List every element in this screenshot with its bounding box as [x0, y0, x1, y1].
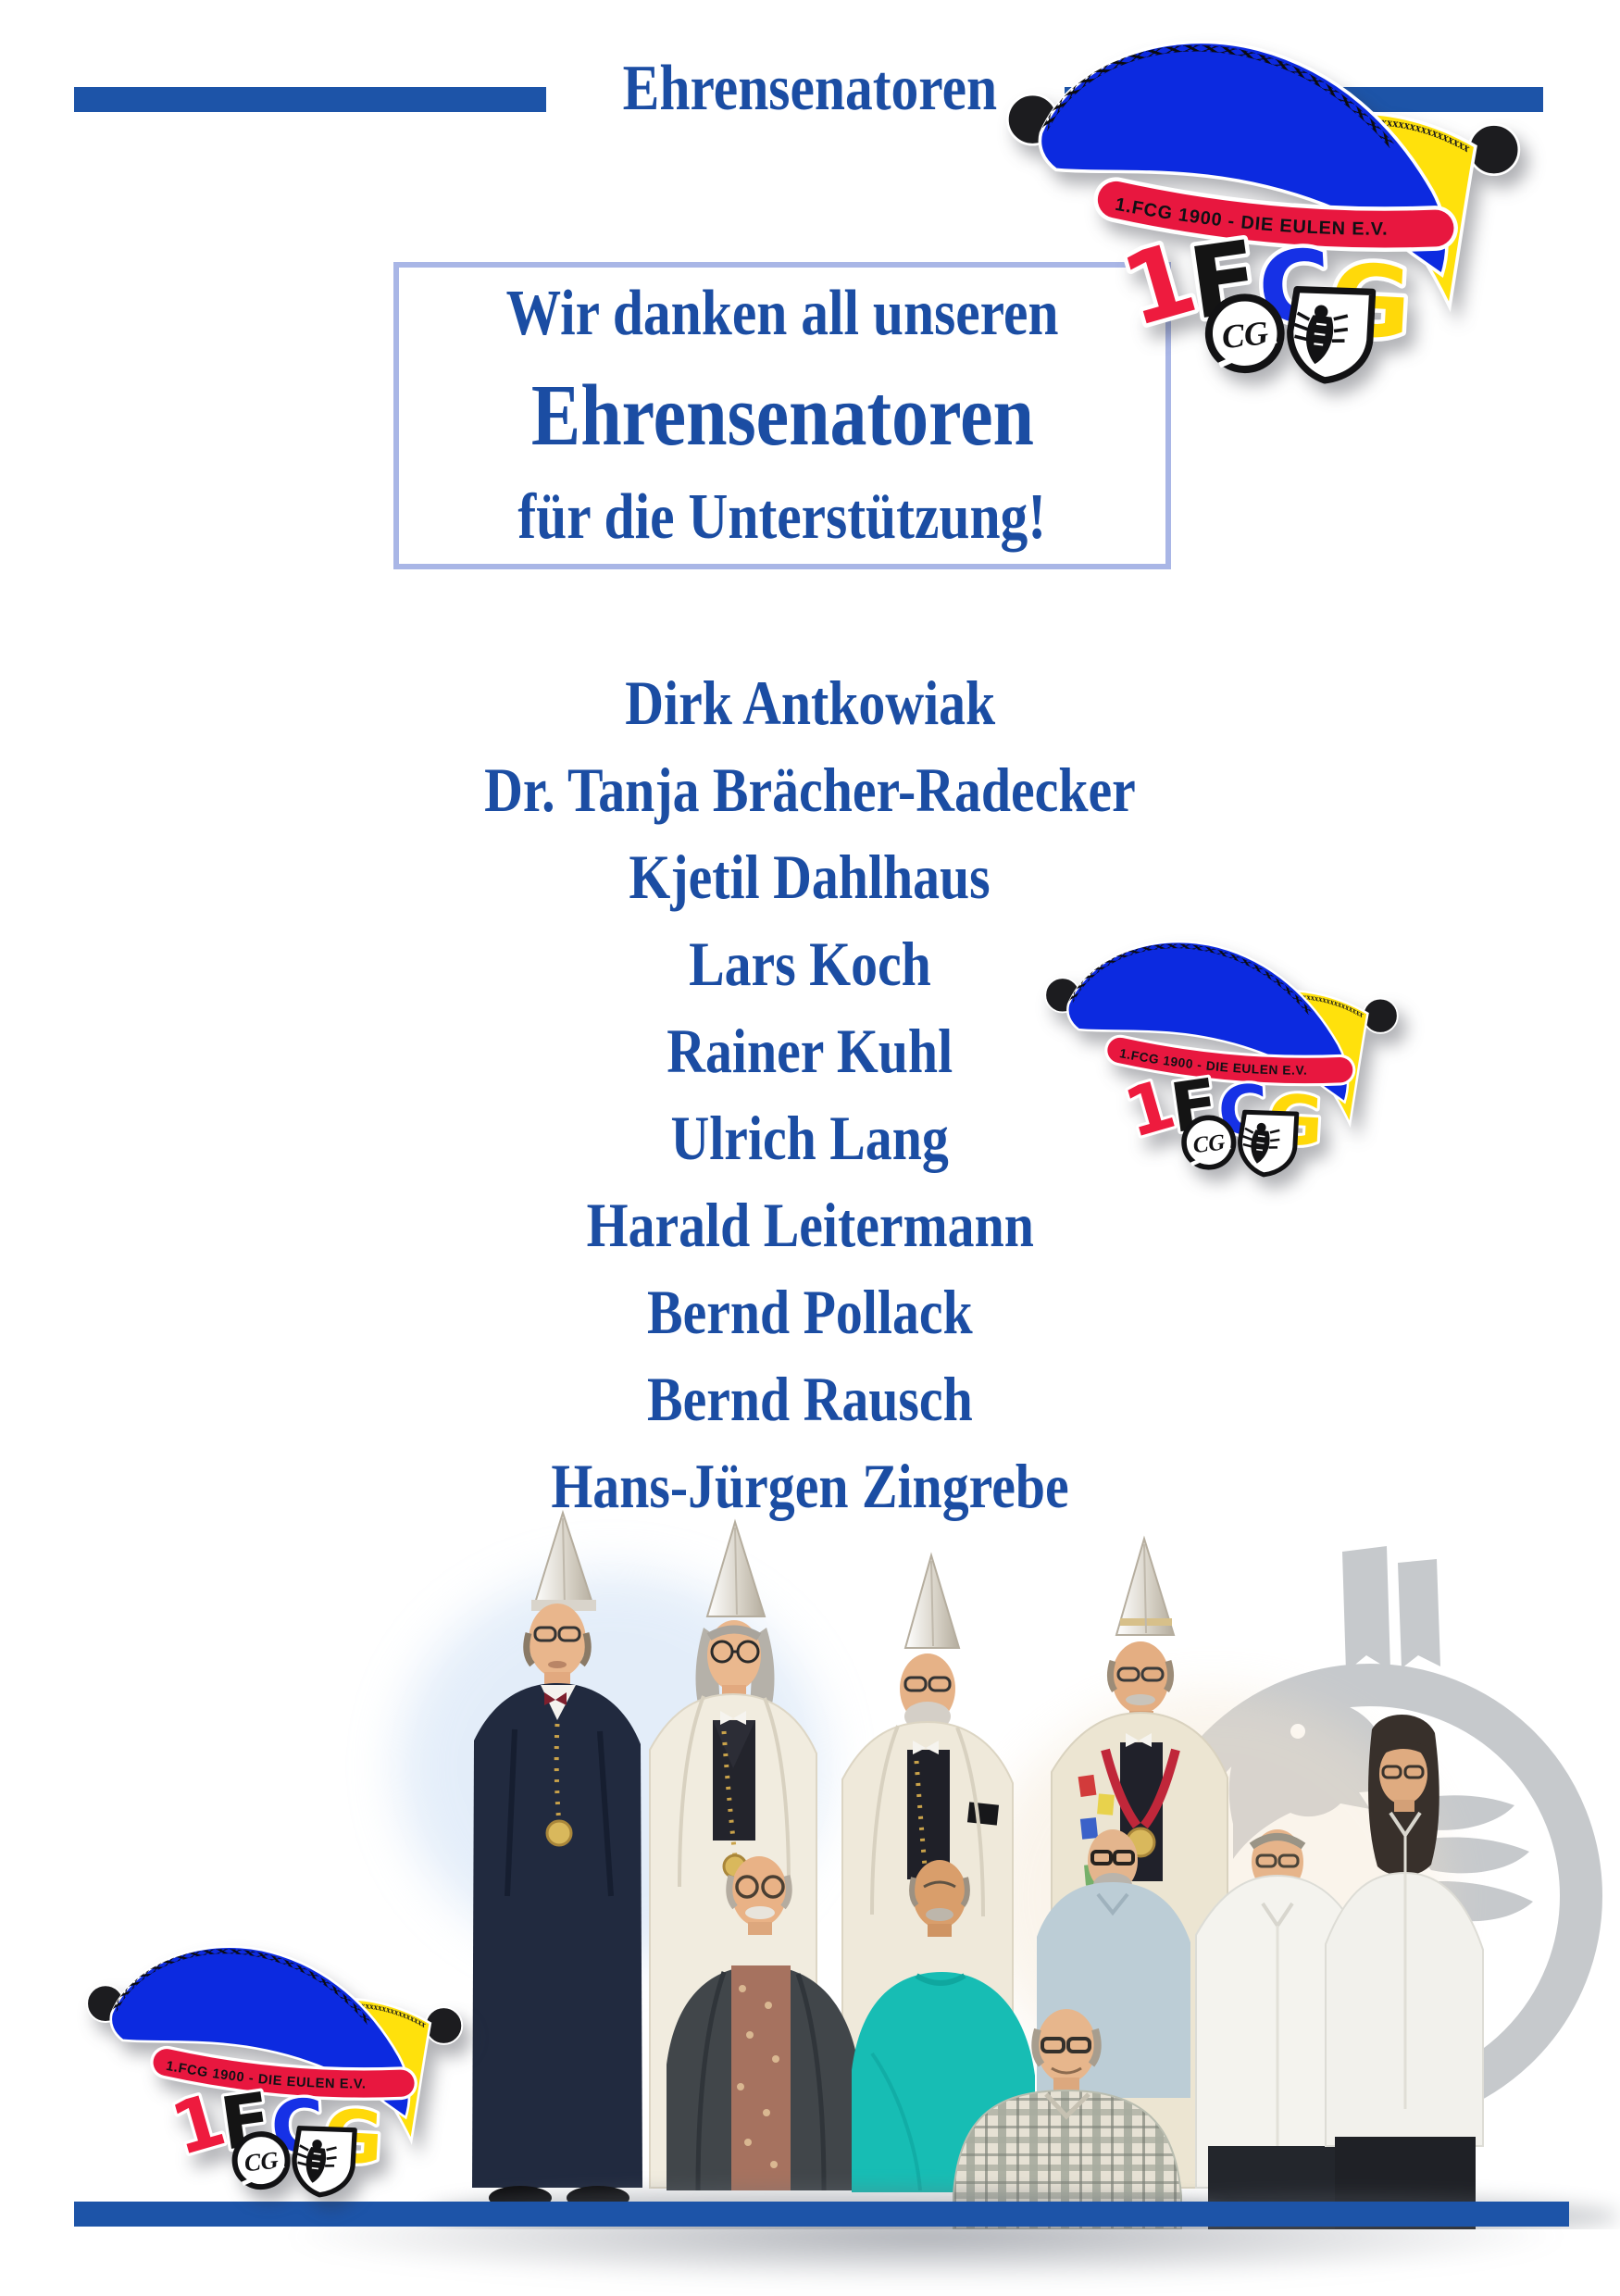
- senator-name: Dr. Tanja Brächer-Radecker: [484, 755, 1136, 825]
- thanks-line-3: für die Unterstützung!: [517, 481, 1047, 553]
- senator-name: Bernd Pollack: [647, 1277, 973, 1347]
- senator-name: Harald Leitermann: [586, 1190, 1034, 1260]
- senator-name: Dirk Antkowiak: [625, 668, 995, 738]
- club-logo-jester-cap-bottom-left: [76, 1935, 468, 2200]
- club-logo-jester-cap-top-right: [992, 26, 1527, 387]
- senator-name: Bernd Rausch: [647, 1364, 973, 1434]
- senator-name: Kjetil Dahlhaus: [629, 842, 991, 912]
- page-title: Ehrensenatoren: [622, 53, 998, 124]
- senator-name: Lars Koch: [689, 929, 931, 999]
- footer-rule: [74, 2202, 1569, 2227]
- senator-name: Ulrich Lang: [670, 1103, 950, 1173]
- group-photo: [305, 1498, 1620, 2229]
- senator-name: Rainer Kuhl: [667, 1016, 953, 1086]
- senator-name: Hans-Jürgen Zingrebe: [551, 1451, 1069, 1521]
- club-logo-jester-cap-middle-right: [1035, 930, 1403, 1179]
- thanks-line-1: Wir danken all unseren: [505, 278, 1059, 349]
- thanks-line-2: Ehrensenatoren: [530, 368, 1034, 464]
